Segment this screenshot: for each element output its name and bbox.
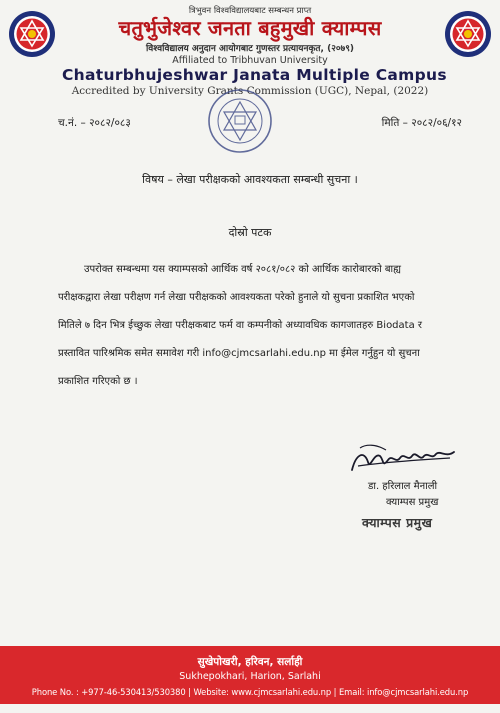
campus-logo-left-icon xyxy=(8,10,56,58)
body-line: प्रस्तावित पारिश्रमिक समेत समावेश गरी info@cjmcsarlahi.edu.np मा ईमेल गर्नुहुन यो सुचना xyxy=(58,348,420,359)
footer-address-np: सुखेपोखरी, हरिवन, सर्लाही xyxy=(197,656,303,668)
signatory-name: डा. हरिलाल मैनाली xyxy=(368,481,438,492)
letterhead-accreditation-np: विश्वविद्यालय अनुदान आयोगबाट गुणस्तर प्रत्यायनकृत, (२०७९) xyxy=(145,44,355,54)
body-line: परीक्षकद्वारा लेखा परीक्षण गर्न लेखा परीक्षकको आवश्यकता परेको हुनाले यो सुचना प्रकाशित भएको xyxy=(58,292,415,303)
body-line: मितिले ७ दिन भित्र ईच्छुक लेखा परीक्षकबाट फर्म वा कम्पनीको अध्यावधिक कागजातहरु Biodata र xyxy=(58,320,422,331)
campus-chief-stamp: क्याम्पस प्रमुख xyxy=(362,515,433,530)
body-line: उपरोक्त सम्बन्धमा यस क्याम्पसको आर्थिक वर्ष २०८१/०८२ को आर्थिक कारोबारको बाह्य xyxy=(84,264,402,275)
letterhead-footer xyxy=(0,646,500,704)
campus-name-np: चतुर्भुजेश्वर जनता बहुमुखी क्याम्पस xyxy=(118,16,382,40)
campus-name-en: Chaturbhujeshwar Janata Multiple Campus xyxy=(62,66,447,84)
notice-subject: विषय – लेखा परीक्षकको आवश्यकता सम्बन्धी सुचना । xyxy=(142,173,358,186)
footer-contact-line: Phone No. : +977-46-530413/530380 | Website: www.cjmcsarlahi.edu.np | Email: info@cjmcsarlahi.edu.np xyxy=(31,687,469,697)
letterhead-accreditation-en: Accredited by University Grants Commission (UGC), Nepal, (2022) xyxy=(71,85,429,97)
notice-date: मिति – २०८२/०६/१२ xyxy=(381,117,462,129)
signatory-role: क्याम्पस प्रमुख xyxy=(386,497,439,508)
letterhead-affiliation-np: त्रिभुवन विश्वविद्यालयबाट सम्बन्धन प्राप्त xyxy=(188,6,312,16)
reference-number: च.नं. – २०८२/०८३ xyxy=(58,117,131,129)
notice-type: दोस्रो पटक xyxy=(228,226,272,239)
campus-logo-right-icon xyxy=(444,10,492,58)
letterhead-affiliation-en: Affiliated to Tribhuvan University xyxy=(172,55,328,66)
official-seal-icon xyxy=(207,88,273,154)
footer-address-en: Sukhepokhari, Harion, Sarlahi xyxy=(179,671,321,682)
page-bottom-margin xyxy=(0,704,500,713)
body-line: प्रकाशित गरिएको छ । xyxy=(58,376,138,387)
handwritten-signature xyxy=(346,440,462,480)
